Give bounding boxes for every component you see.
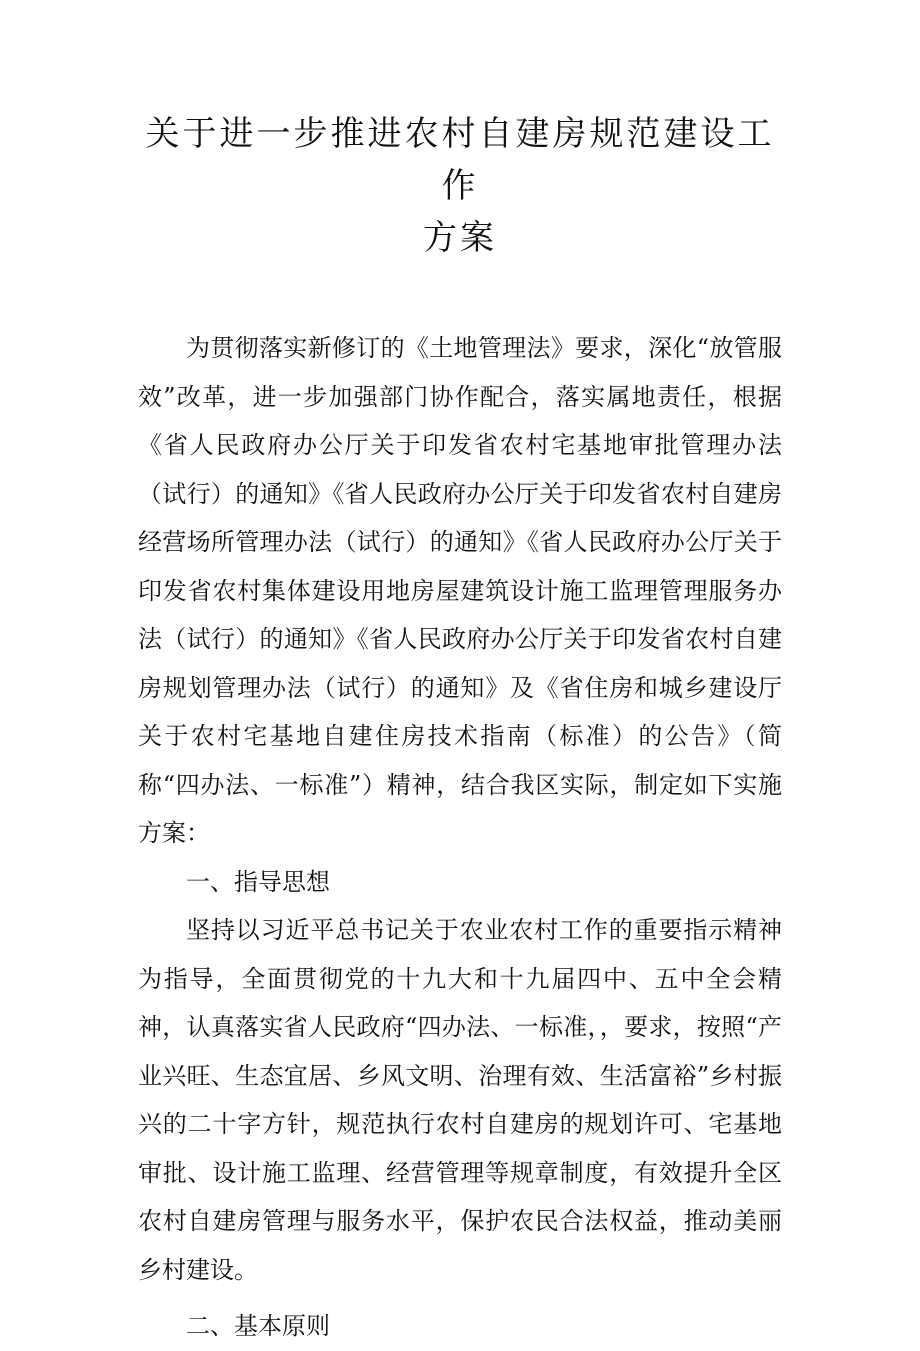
section-paragraph-guiding-ideology: 坚持以习近平总书记关于农业农村工作的重要指示精神为指导，全面贯彻党的十九大和十九届四中、五中全会精神，认真落实省人民政府“四办法、一标准，，要求，按照“产业兴旺、生态宜居、乡风文明、治理有效、生活富裕”乡村振兴的二十字方针，规范执行农村自建房的规划许可、宅基地审批、设计施工监理、经营管理等规章制度，有效提升全区农村自建房管理与服务水平，保护农民合法权益，推动美丽乡村建设。 xyxy=(138,916,782,1284)
section-heading-guiding-ideology: 一、指导思想 xyxy=(186,867,330,896)
section-heading-basic-principles: 二、基本原则 xyxy=(186,1312,330,1340)
title-line-2: 方案 xyxy=(423,218,497,258)
intro-paragraph: 为贯彻落实新修订的《土地管理法》要求，深化“放管服效”改革，进一步加强部门协作配合，落实属地责任，根据《省人民政府办公厅关于印发省农村宅基地审批管理办法（试行）的通知》《省人民政府办公厅关于印发省农村自建房经营场所管理办法（试行）的通知》《省人民政府办公厅关于印发省农村集体建设用地房屋建筑设计施工监理管理服务办法（试行）的通知》《省人民政府办公厅关于印发省农村自建房规划管理办法（试行）的通知》及《省住房和城乡建设厅关于农村宅基地自建住房技术指南（标准）的公告》（简称“四办法、一标准”）精神，结合我区实际，制定如下实施方案： xyxy=(138,334,782,847)
document-title xyxy=(138,108,782,264)
document-body xyxy=(138,324,782,1351)
title-line-1: 关于进一步推进农村自建房规范建设工作 xyxy=(145,114,775,206)
